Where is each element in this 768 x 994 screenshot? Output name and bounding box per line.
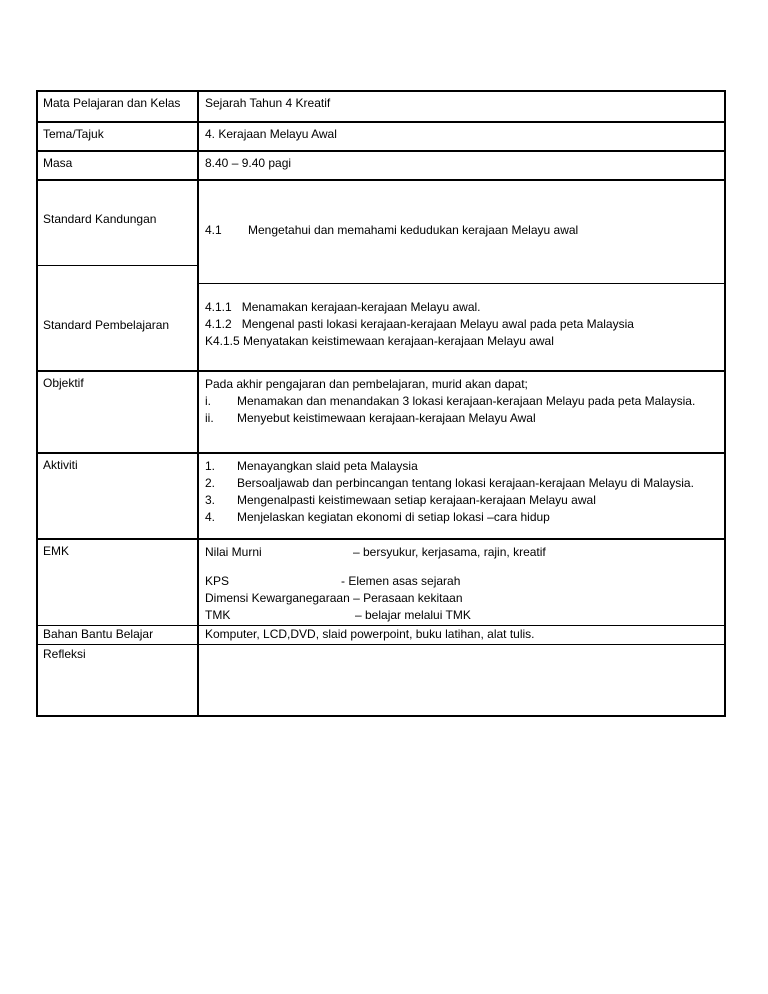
learning-standard-number: 4.1.2 (205, 317, 232, 331)
learning-standard-number: K4.1.5 (205, 334, 240, 348)
objective-item (205, 410, 719, 427)
activity-text: Bersoaljawab dan perbincangan tentang lokasi kerajaan-kerajaan Melayu di Malaysia. (237, 476, 694, 490)
emk-nilai-key: Nilai Murni (205, 545, 262, 559)
row-objective (38, 370, 724, 452)
emk-value (199, 540, 724, 625)
emk-kps (205, 573, 719, 590)
materials-label: Bahan Bantu Belajar (38, 626, 199, 644)
activity-value (199, 454, 724, 538)
activity-item (205, 475, 719, 492)
learning-standard-label: Standard Pembelajaran (43, 318, 170, 332)
row-activity (38, 452, 724, 538)
objective-item (205, 393, 719, 410)
activity-text: Mengenalpasti keistimewaan setiap kerajaan-kerajaan Melayu awal (237, 493, 596, 507)
objective-number: ii. (205, 411, 214, 425)
time-value: 8.40 – 9.40 pagi (205, 156, 292, 170)
emk-kps-value: - Elemen asas sejarah (341, 574, 461, 588)
row-materials (38, 625, 724, 644)
learning-standard-value (199, 284, 724, 370)
activity-text: Menjelaskan kegiatan ekonomi di setiap lokasi –cara hidup (237, 510, 550, 524)
emk-nilai (205, 544, 719, 561)
activity-text: Menayangkan slaid peta Malaysia (237, 459, 418, 473)
row-time (38, 150, 724, 179)
content-standard-text: Mengetahui dan memahami kedudukan kerajaan Melayu awal (248, 223, 579, 237)
standards-labels (38, 181, 199, 370)
emk-nilai-value: – bersyukur, kerjasama, rajin, kreatif (353, 545, 546, 559)
activity-number: 4. (205, 510, 216, 524)
row-emk (38, 538, 724, 625)
theme-label: Tema/Tajuk (38, 123, 199, 150)
standards-values (199, 181, 724, 370)
reflection-value (199, 645, 724, 715)
emk-tmk (205, 607, 719, 624)
learning-standard-number: 4.1.1 (205, 300, 232, 314)
lesson-plan-table (36, 90, 726, 717)
learning-standard-text: Mengenal pasti lokasi kerajaan-kerajaan Melayu awal pada peta Malaysia (241, 317, 634, 331)
objective-intro: Pada akhir pengajaran dan pembelajaran, murid akan dapat; (205, 377, 528, 391)
activity-item (205, 492, 719, 509)
learning-standard-text: Menamakan kerajaan-kerajaan Melayu awal. (241, 300, 481, 314)
reflection-label: Refleksi (38, 645, 199, 715)
materials-value: Komputer, LCD,DVD, slaid powerpoint, buku latihan, alat tulis. (205, 627, 535, 641)
standards-block (38, 179, 724, 370)
objective-label: Objektif (38, 372, 199, 452)
row-subject (38, 92, 724, 121)
objective-value (199, 372, 724, 452)
activity-item (205, 458, 719, 475)
subject-label: Mata Pelajaran dan Kelas (38, 92, 199, 121)
activity-label: Aktiviti (38, 454, 199, 538)
objective-number: i. (205, 394, 211, 408)
objective-text: Menyebut keistimewaan kerajaan-kerajaan Melayu Awal (237, 411, 536, 425)
content-standard-number: 4.1 (205, 223, 222, 237)
emk-kps-key: KPS (205, 574, 230, 588)
learning-standard-text: Menyatakan keistimewaan kerajaan-kerajaan Melayu awal (243, 334, 554, 348)
content-standard-label: Standard Kandungan (38, 181, 197, 266)
learning-standard-item (205, 299, 719, 316)
theme-value: 4. Kerajaan Melayu Awal (205, 127, 337, 141)
objective-text: Menamakan dan menandakan 3 lokasi kerajaan-kerajaan Melayu pada peta Malaysia. (237, 394, 696, 408)
emk-label: EMK (38, 540, 199, 625)
row-theme (38, 121, 724, 150)
subject-value: Sejarah Tahun 4 Kreatif (205, 96, 331, 110)
activity-item (205, 509, 719, 526)
emk-tmk-key: TMK (205, 608, 231, 622)
learning-standard-item (205, 333, 719, 350)
learning-standard-item (205, 316, 719, 333)
emk-tmk-value: – belajar melalui TMK (355, 608, 471, 622)
activity-number: 3. (205, 493, 216, 507)
activity-number: 2. (205, 476, 216, 490)
row-reflection (38, 644, 724, 715)
content-standard-value (199, 181, 724, 284)
time-label: Masa (38, 152, 199, 179)
activity-number: 1. (205, 459, 216, 473)
emk-dimensi: Dimensi Kewarganegaraan – Perasaan kekitaan (205, 591, 463, 605)
